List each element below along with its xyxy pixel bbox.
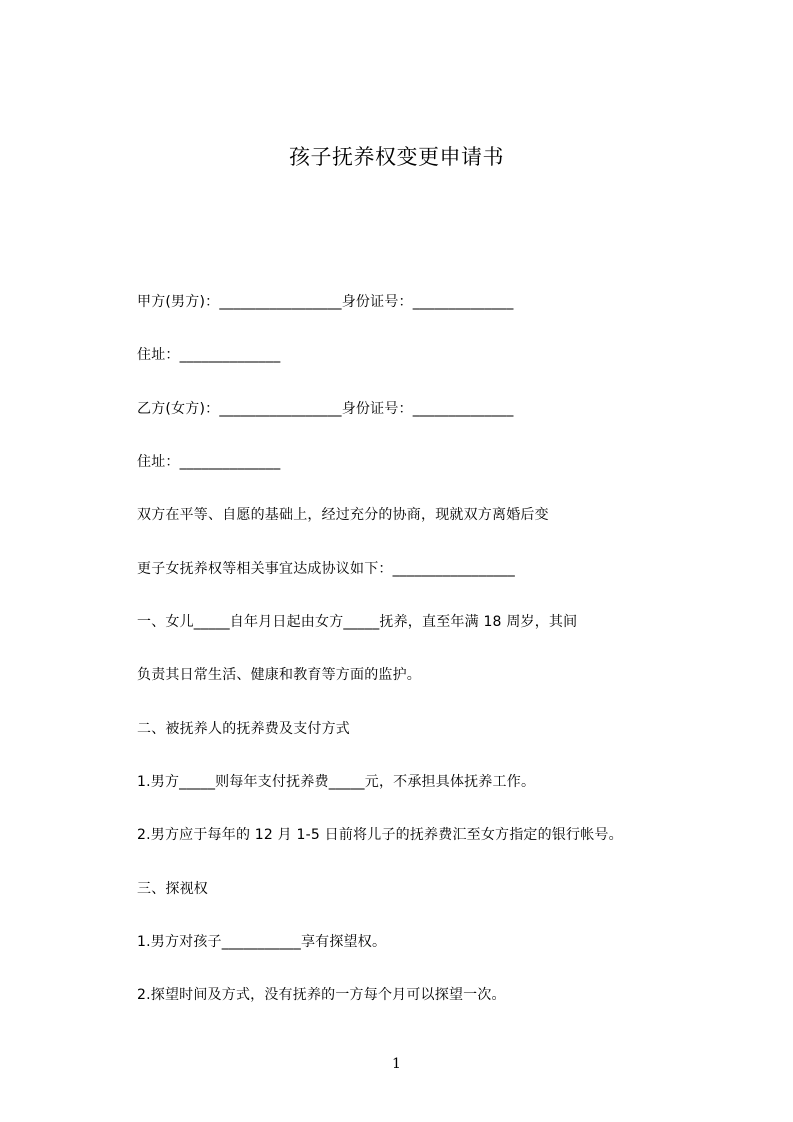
clause-3-heading: 三、探视权 <box>137 881 208 897</box>
clause-2-heading: 二、被抚养人的抚养费及支付方式 <box>137 721 350 737</box>
clause-2-item-2: 2.男方应于每年的 12 月 1-5 日前将儿子的抚养费汇至女方指定的银行帐号。 <box>137 827 623 843</box>
party-b-line: 乙方(女方)：_________________身份证号：______________ <box>137 401 514 417</box>
clause-3-item-2: 2.探望时间及方式，没有抚养的一方每个月可以探望一次。 <box>137 987 506 1003</box>
party-a-line: 甲方(男方)：_________________身份证号：______________ <box>137 294 514 310</box>
page-number: 1 <box>392 1056 401 1072</box>
clause-1-line-1: 一、女儿_____自年月日起由女方_____抚养，直至年满 18 周岁，其间 <box>137 614 578 630</box>
clause-3-item-1: 1.男方对孩子___________享有探望权。 <box>137 934 387 950</box>
clause-2-item-1: 1.男方_____则每年支付抚养费_____元，不承担具体抚养工作。 <box>137 774 536 790</box>
party-b-address-line: 住址：______________ <box>137 454 281 470</box>
preamble-line-2: 更子女抚养权等相关事宜达成协议如下：_________________ <box>137 561 515 577</box>
clause-1-line-2: 负责其日常生活、健康和教育等方面的监护。 <box>137 667 421 683</box>
document-title: 孩子抚养权变更申请书 <box>289 145 504 169</box>
preamble-line-1: 双方在平等、自愿的基础上，经过充分的协商，现就双方离婚后变 <box>137 507 549 523</box>
party-a-address-line: 住址：______________ <box>137 347 281 363</box>
